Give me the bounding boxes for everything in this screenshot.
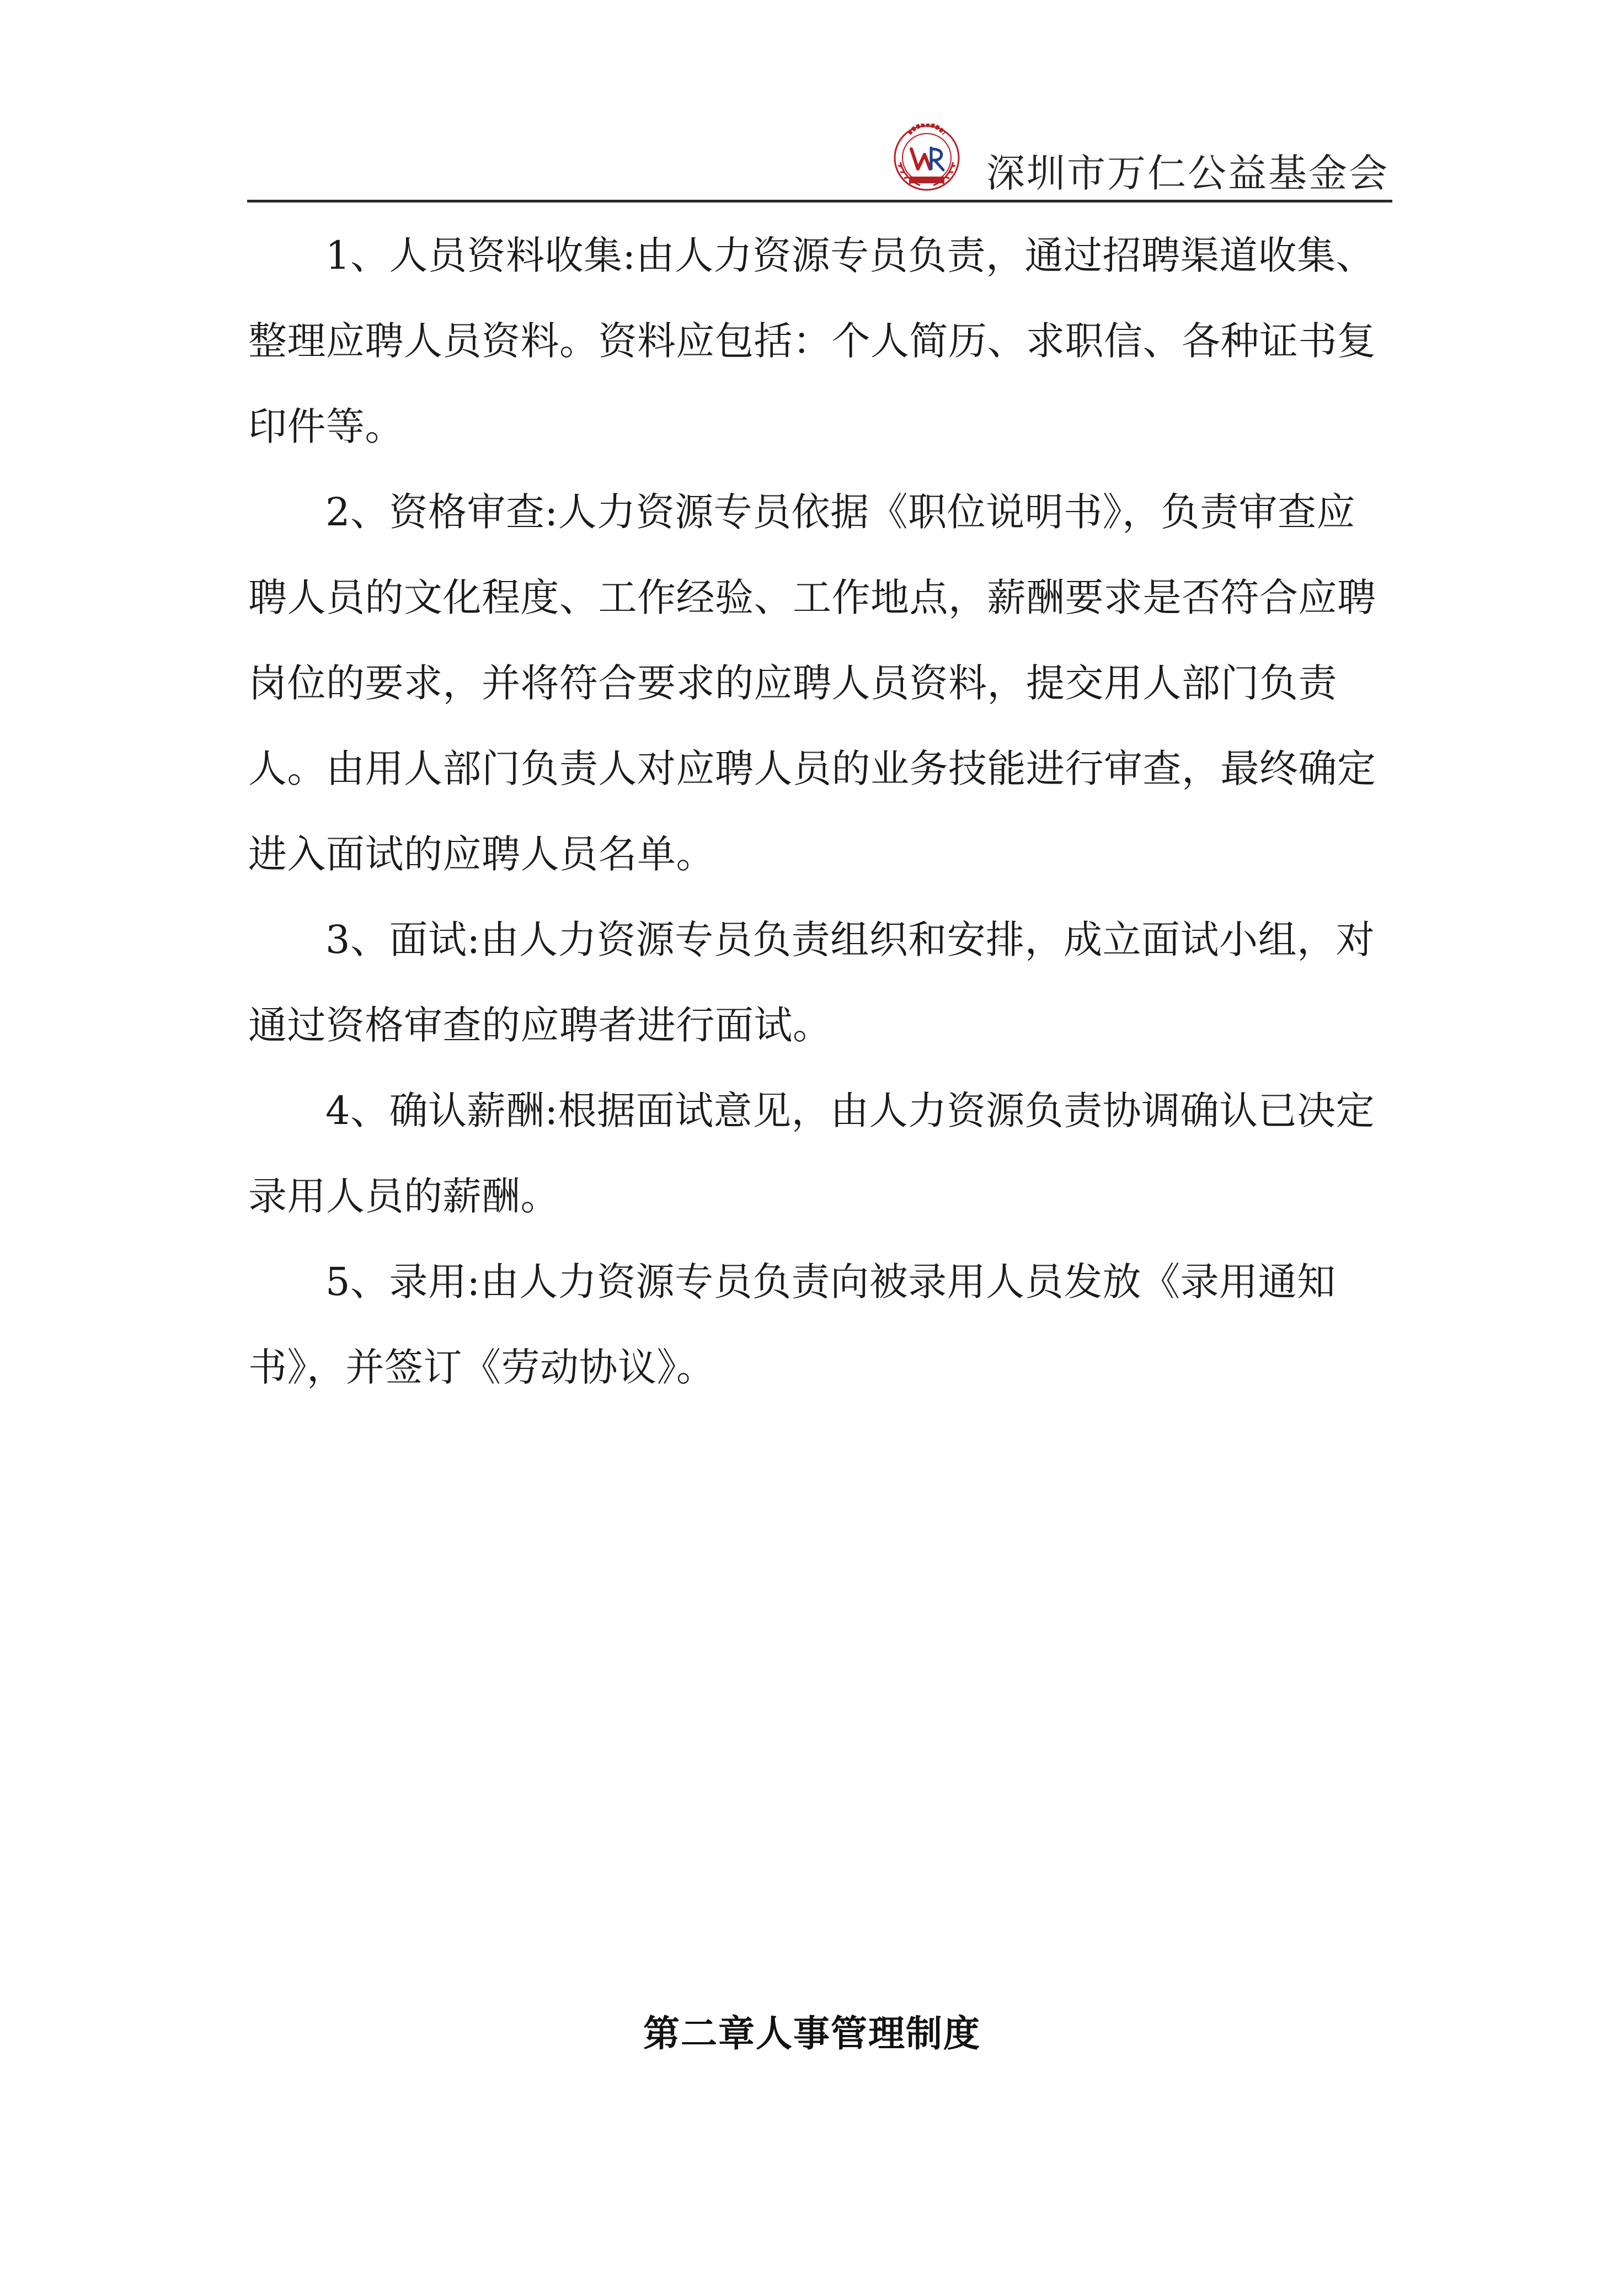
paragraph-interview: 3、面试:由人力资源专员负责组织和安排，成立面试小组，对通过资格审查的应聘者进行面试。 [248,917,1375,1048]
paragraph-salary-confirmation: 4、确认薪酬:根据面试意见，由人力资源负责协调确认已决定录用人员的薪酬。 [248,1088,1375,1219]
document-body [248,213,1392,1410]
foundation-logo [893,124,961,192]
paragraph-resume-collection: 1、人员资料收集:由人力资源专员负责，通过招聘渠道收集、整理应聘人员资料。资料应包括：个人简历、求职信、各种证书复印件等。 [248,233,1376,449]
header-divider [247,200,1392,203]
paragraph-qualification-review: 2、资格审查:人力资源专员依据《职位说明书》，负责审查应聘人员的文化程度、工作经验、工作地点，薪酬要求是否符合应聘岗位的要求，并将符合要求的应聘人员资料，提交用人部门负责人。由用人部门负责人对应聘人员的业务技能进行审查，最终确定进入面试的应聘人员名单。 [248,489,1376,877]
foundation-logo-icon [893,124,961,192]
paragraph-hiring: 5、录用:由人力资源专员负责向被录用人员发放《录用通知书》，并签订《劳动协议》。 [248,1259,1336,1390]
chapter-heading: 第二章人事管理制度 [643,2012,981,2055]
page-header [247,110,1392,202]
organization-name: 深圳市万仁公益基金会 [986,151,1389,196]
